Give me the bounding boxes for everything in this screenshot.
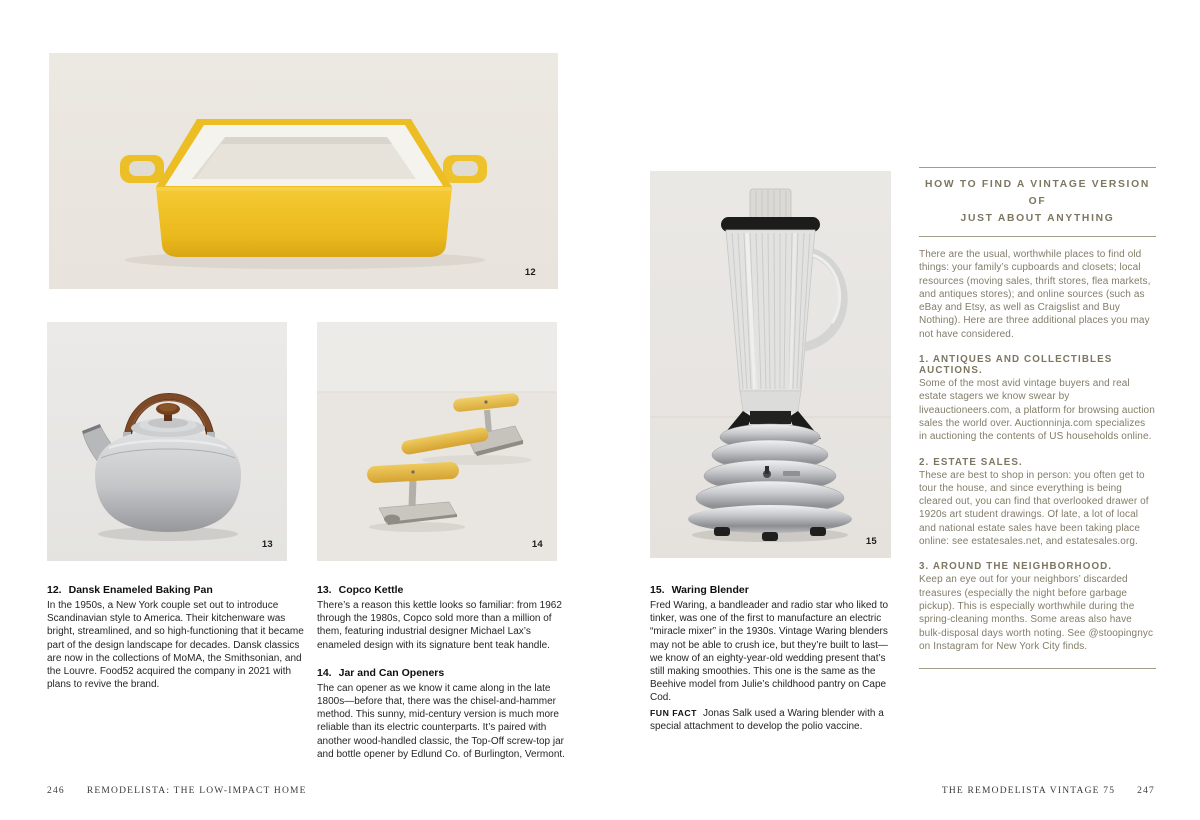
left-running-head: REMODELISTA: THE LOW-IMPACT HOME — [86, 786, 307, 796]
fun-fact-label: FUN FACT — [650, 707, 697, 718]
caption-14-title: Jar and Can Openers — [338, 666, 445, 679]
caption-15-heading — [650, 584, 900, 596]
photo-baking-pan — [49, 53, 558, 289]
sidebar-bottom-rule — [919, 668, 1156, 669]
caption-15-body: Fred Waring, a bandleader and radio star who liked to tinker, was one of the first to manufacture an electric “miracle mixer” in the 1930s. Vintage Waring blenders may not be able to crush ice, but they’re built to last—we know of an eighty-year-old wedding present that’s still making smoothies. This one is the same as the Beehive model from Julie’s childhood pantry on Cape Cod. — [650, 600, 889, 704]
sidebar-title — [919, 168, 1156, 236]
caption-12-title: Dansk Enameled Baking Pan — [68, 584, 213, 596]
blender-illustration — [650, 171, 891, 558]
sidebar-section-2-heading: 2. ESTATE SALES. — [919, 456, 1023, 468]
openers-illustration — [317, 322, 557, 561]
photo-number-12: 12 — [524, 267, 536, 278]
fun-fact-text: Jonas Salk used a Waring blender with a special attachment to develop the polio vaccine. — [650, 707, 884, 732]
right-page-number: 247 — [1137, 786, 1155, 796]
left-running-foot — [47, 786, 307, 796]
photo-waring-blender — [650, 171, 891, 558]
photo-copco-kettle — [47, 322, 287, 561]
photo-number-15: 15 — [865, 536, 877, 547]
sidebar-section-1-body: Some of the most avid vintage buyers and real estate stagers we know swear by liveauctioneers.com, a platform for browsing auction sales the world over. Auctionninja.com specializes in auctioning the contents of US households online. — [919, 378, 1155, 443]
caption-14-body: The can opener as we know it came along in the late 1800s—before that, there was the chisel-and-hammer method. This sunny, mid-century version is much more reliable than its electric counterparts. It’s paired with another wood-handled classic, the Top-Off screw-top jar and bottle opener by Edlund Co. of Burlington, Vermont. — [317, 682, 565, 760]
sidebar-title-rule — [919, 236, 1156, 237]
kettle-illustration — [47, 322, 287, 561]
caption-12-heading — [47, 584, 309, 596]
caption-13-body: There’s a reason this kettle looks so familiar: from 1962 through the 1980s, Copco sold more than a million of them, featuring industrial designer Michael Lax’s enameled design with its signature bent teak handle. — [317, 600, 562, 651]
vintage-tips-sidebar — [919, 167, 1156, 669]
sidebar-section-3-heading: 3. AROUND THE NEIGHBORHOOD. — [919, 561, 1113, 573]
photo-number-14: 14 — [531, 539, 543, 550]
caption-column-kettle-openers — [317, 584, 569, 761]
right-running-head: THE REMODELISTA VINTAGE 75 — [941, 786, 1116, 796]
right-running-foot — [942, 786, 1155, 796]
photo-jar-can-openers — [317, 322, 557, 561]
caption-14-heading — [317, 667, 569, 679]
caption-12-body: In the 1950s, a New York couple set out to introduce Scandinavian style to America. Their kitchenware was bright, streamlined, and so high-functioning that it became part of the design landscape for decades. Dansk classics are now in the collections of MoMA, the Smithsonian, and the Louvre. Food52 acquired the company in 2021 with plans to revive the brand. — [47, 600, 304, 691]
sidebar-section-3-body: Keep an eye out for your neighbors’ discarded treasures (especially the night before garbage pickup). This is especially worthwhile during the spring-cleaning months. Some areas also have bulk-disposal days worth noting. See @stoopingnyc on Instagram for New York City finds. — [919, 574, 1154, 652]
caption-baking-pan — [47, 584, 309, 691]
caption-13-title: Copco Kettle — [338, 584, 404, 596]
caption-waring-blender — [650, 584, 900, 733]
sidebar-title-line-2: JUST ABOUT ANYTHING — [960, 213, 1115, 224]
caption-15-title: Waring Blender — [671, 584, 749, 596]
caption-13-heading — [317, 584, 569, 596]
baking-pan-illustration — [49, 53, 558, 289]
photo-number-13: 13 — [261, 539, 273, 550]
sidebar-section-1-heading: 1. ANTIQUES AND COLLECTIBLES AUCTIONS. — [919, 354, 1113, 377]
caption-13-number: 13. — [317, 584, 332, 596]
sidebar-section-2-body: These are best to shop in person: you often get to tour the house, and since everything is being cleared out, you can find that overlooked drawer of 1920s art student drawings. Of late, a lot of local and national estate sales have been taking place online: see estatesales.net, and estatesales.org. — [919, 469, 1149, 548]
caption-14-number: 14. — [317, 666, 332, 679]
sidebar-title-line-1: HOW TO FIND A VINTAGE VERSION OF — [925, 179, 1150, 207]
caption-15-number: 15. — [650, 584, 665, 596]
left-page-number: 246 — [47, 786, 65, 796]
sidebar-intro: There are the usual, worthwhile places to find old things: your family’s cupboards and closets; local resources (moving sales, thrift stores, flea markets, and antiques stores); and online sources (such as eBay and Etsy, as well as Craigslist and Buy Nothing). Here are three additional places you may not have considered. — [919, 249, 1151, 340]
caption-12-number: 12. — [47, 584, 62, 596]
caption-15-fun-fact — [650, 707, 900, 733]
